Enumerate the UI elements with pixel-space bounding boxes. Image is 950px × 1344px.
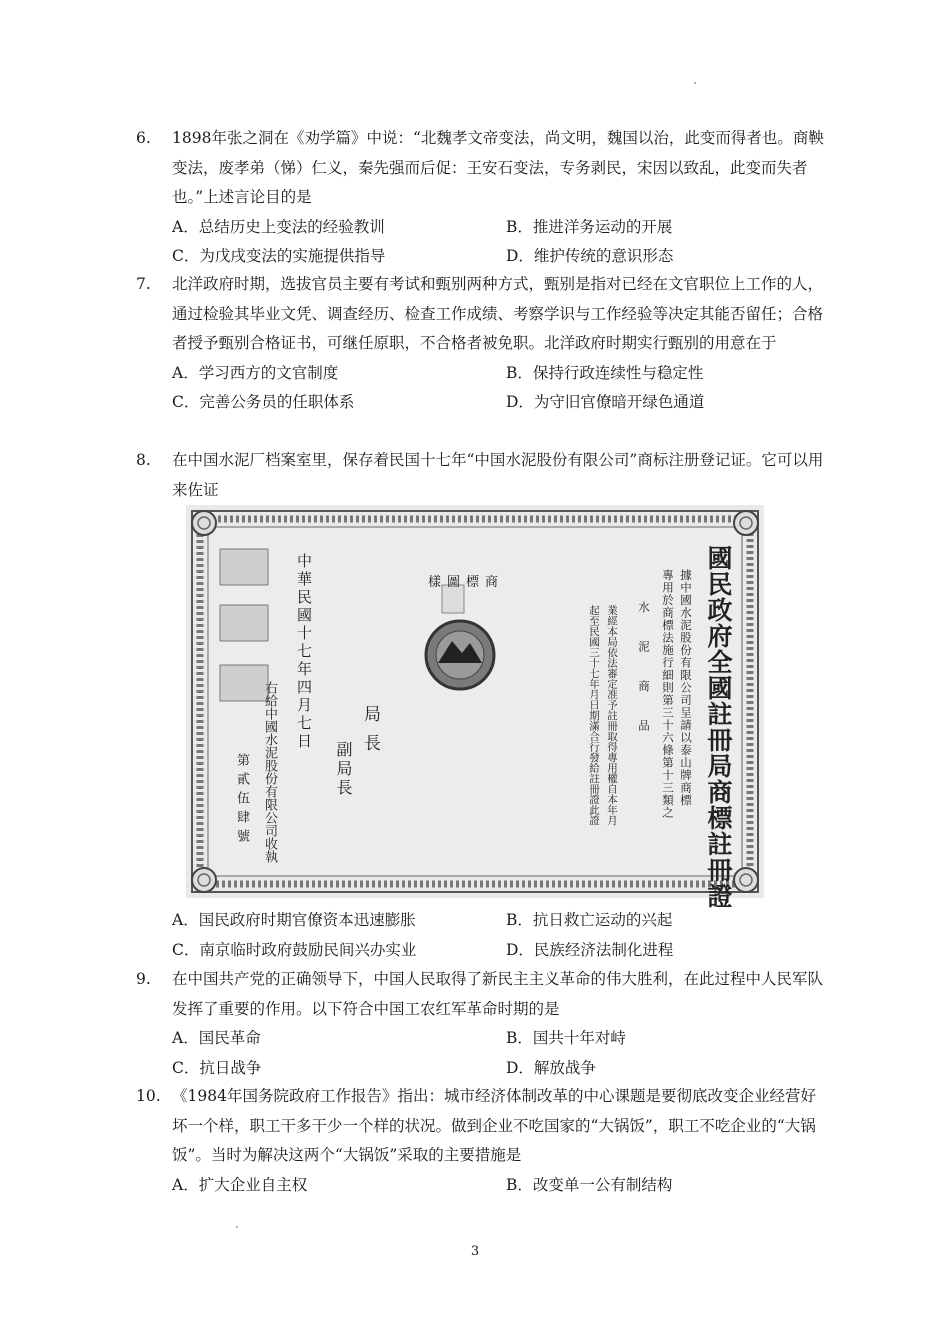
question-number: 10.: [136, 1087, 161, 1105]
option-b: B．抗日救亡运动的兴起: [506, 911, 673, 929]
certificate-body-line: 據中國水泥股份有限公司呈請以泰山牌商標: [679, 569, 693, 807]
certificate-body-line: 業經本局依法審定准予註冊取得專用權自本年月: [606, 605, 618, 826]
certificate-recipient: 右給中國水泥股份有限公司收執: [262, 681, 277, 863]
option-c: C．南京临时政府鼓励民间兴办实业: [172, 940, 417, 959]
options-row: [172, 213, 826, 243]
question-9: [136, 965, 826, 1083]
question-stem: 在中国水泥厂档案室里，保存着民国十七年“中国水泥股份有限公司”商标注册登记证。它可以用来佐证: [172, 451, 824, 499]
question-number: 9.: [136, 970, 151, 988]
option-c: C．为戊戌变法的实施提供指导: [172, 247, 386, 265]
option-a: A．国民革命: [172, 1029, 261, 1047]
certificate-serial: 第貳伍肆號: [234, 753, 249, 848]
option-b: B．保持行政连续性与稳定性: [506, 363, 704, 382]
option-d: D．维护传统的意识形态: [506, 247, 674, 265]
question-10: [136, 1082, 826, 1200]
question-7: [136, 270, 826, 418]
option-c: C．抗日战争: [172, 1058, 262, 1077]
options-row: [172, 1171, 826, 1201]
option-d: D．解放战争: [506, 1058, 596, 1077]
scan-speck: [236, 1226, 238, 1228]
question-stem: 《1984年国务院政府工作报告》指出：城市经济体制改革的中心课题是要彻底改变企业经营好坏一个样，职工干多干少一个样的状况。做到企业不吃国家的“大锅饭”，职工不吃企业的“大锅饭”。当时为解决这两个“大锅饭”采取的主要措施是: [172, 1087, 816, 1164]
page-number: 3: [470, 1244, 480, 1259]
trademark-label: 商標圖樣: [428, 575, 505, 590]
scan-speck: [694, 82, 696, 84]
option-d: D．民族经济法制化进程: [506, 940, 674, 959]
certificate-body-line: 起至民國三十七年月日期滿合行發給註冊證此證: [588, 605, 600, 826]
question-8-options: [136, 906, 826, 965]
question-8: [136, 446, 826, 505]
question-stem: 1898年张之洞在《劝学篇》中说：“北魏孝文帝变法，尚文明，魏国以治，此变而得者也。商鞅变法，废孝弟（悌）仁义，秦先强而后促：王安石变法，专务剥民，宋因以致乱，此变而失者也。”上述言论目的是: [172, 129, 824, 206]
option-a: A．总结历史上变法的经验教训: [172, 217, 385, 236]
options-row: [172, 388, 826, 418]
option-d: D．为守旧官僚暗开绿色通道: [506, 393, 705, 411]
question-number: 6.: [136, 129, 151, 147]
trademark-certificate-image: [186, 505, 764, 909]
question-number: 8.: [136, 451, 151, 469]
certificate-body-line: 專用於商標法施行細則第三十六條第十三類之: [661, 569, 675, 819]
option-c: C．完善公务员的任职体系: [172, 393, 355, 411]
option-b: B．国共十年对峙: [506, 1029, 626, 1047]
question-stem: 在中国共产党的正确领导下，中国人民取得了新民主主义革命的伟大胜利，在此过程中人民军队发挥了重要的作用。以下符合中国工农红军革命时期的是: [172, 970, 824, 1018]
options-row: [172, 1024, 826, 1054]
certificate-deputy-director: 副局長: [334, 741, 353, 798]
option-a: A．国民政府时期官僚资本迅速膨胀: [172, 911, 416, 929]
certificate-director: 局長: [360, 705, 380, 763]
certificate-date: 中華民國十七年四月七日: [295, 553, 313, 751]
question-stem: 北洋政府时期，选拔官员主要有考试和甄别两种方式，甄别是指对已经在文官职位上工作的人，通过检验其毕业文凭、调查经历、检查工作成绩、考察学识与工作经验等决定其能否留任；合格者授予甄别合格证书，可继任原职，不合格者被免职。北洋政府时期实行甄别的用意在于: [172, 275, 824, 352]
option-b: B．推进洋务运动的开展: [506, 217, 673, 236]
option-a: A．扩大企业自主权: [172, 1175, 308, 1194]
options-row: [172, 1054, 826, 1084]
option-a: A．学习西方的文官制度: [172, 363, 339, 382]
options-row: [172, 359, 826, 389]
question-number: 7.: [136, 275, 151, 293]
options-row: [172, 242, 826, 272]
certificate-body-line: 水泥商品: [637, 601, 651, 759]
options-row: [172, 936, 826, 966]
certificate-title: 國民政府全國註冊局商標註冊證: [704, 545, 733, 909]
options-row: [172, 906, 826, 936]
option-b: B．改变单一公有制结构: [506, 1175, 673, 1194]
question-6: [136, 124, 826, 272]
